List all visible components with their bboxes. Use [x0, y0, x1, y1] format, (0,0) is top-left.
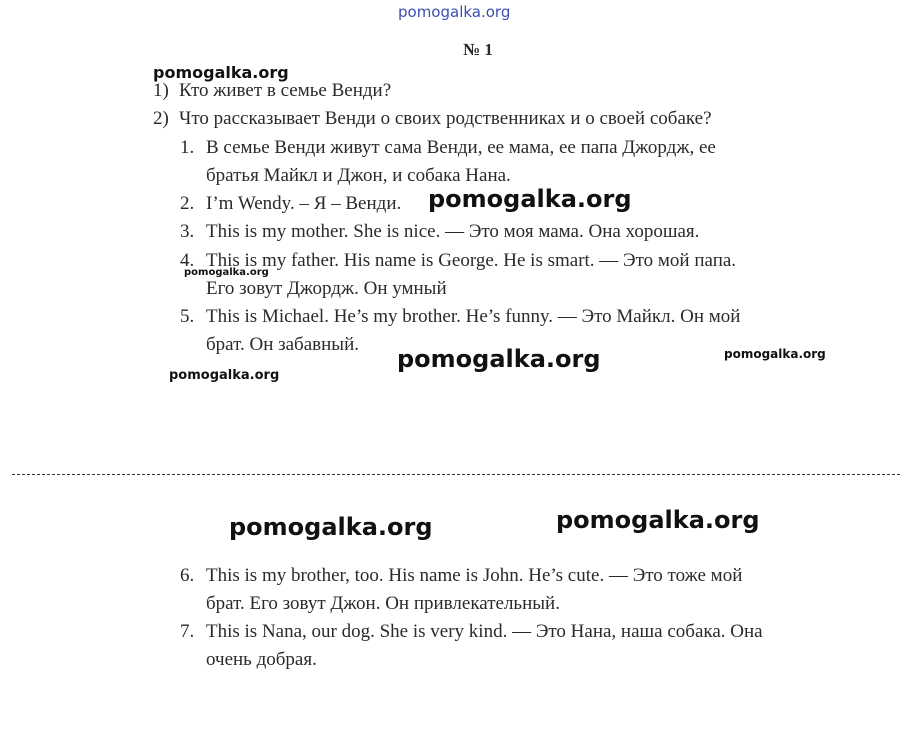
answer-4-line2: Его зовут Джордж. Он умный [206, 278, 447, 299]
watermark: pomogalka.org [153, 63, 289, 82]
watermark: pomogalka.org [397, 345, 601, 373]
answer-3: 3. This is my mother. She is nice. — Это моя мама. Она хорошая. [180, 221, 700, 242]
watermark: pomogalka.org [184, 267, 269, 278]
answer-4-line1: 4. This is my father. His name is George. He is smart. — Это мой папа. [180, 250, 737, 271]
watermark: pomogalka.org [724, 347, 826, 361]
question-1: 1) Кто живет в семье Венди? [153, 80, 392, 101]
question-2: 2) Что рассказывает Венди о своих родственниках и о своей собаке? [153, 108, 712, 129]
answer-2: 2. I’m Wendy. – Я – Венди. [180, 193, 402, 214]
answer-6-line2: брат. Его зовут Джон. Он привлекательный. [206, 593, 560, 614]
answer-7-line2: очень добрая. [206, 649, 317, 670]
answer-5-line2: брат. Он забавный. [206, 334, 359, 355]
page-break-divider [12, 474, 900, 475]
watermark: pomogalka.org [229, 513, 433, 541]
watermark: pomogalka.org [169, 368, 280, 383]
watermark: pomogalka.org [556, 506, 760, 534]
answer-1-line1: 1. В семье Венди живут сама Венди, ее мама, ее папа Джордж, ее [180, 137, 716, 158]
answer-5-line1: 5. This is Michael. He’s my brother. He’s funny. — Это Майкл. Он мой [180, 306, 741, 327]
watermark: pomogalka.org [428, 185, 632, 213]
exercise-number: № 1 [463, 40, 493, 59]
watermark-top: pomogalka.org [398, 3, 511, 21]
answer-7-line1: 7. This is Nana, our dog. She is very kind. — Это Нана, наша собака. Она [180, 621, 763, 642]
answer-1-line2: братья Майкл и Джон, и собака Нана. [206, 165, 511, 186]
answer-6-line1: 6. This is my brother, too. His name is John. He’s cute. — Это тоже мой [180, 565, 743, 586]
